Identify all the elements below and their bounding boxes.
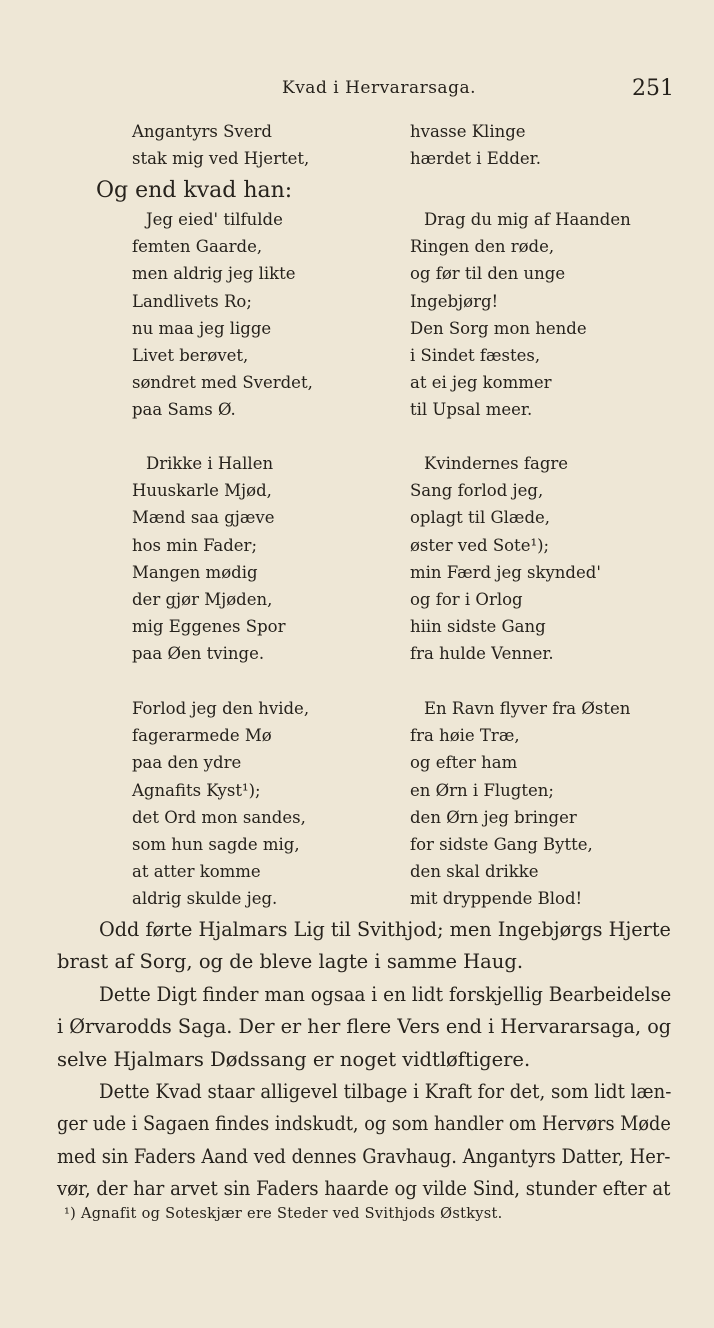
verse-line: men aldrig jeg likte xyxy=(132,264,296,284)
verse-line: søndret med Sverdet, xyxy=(132,373,313,393)
running-title: Kvad i Hervararsaga. xyxy=(282,78,476,98)
paragraph-1 xyxy=(57,914,671,979)
verse-line: mit dryppende Blod! xyxy=(410,889,583,909)
page-number: 251 xyxy=(632,76,674,101)
verse-line: aldrig skulde jeg. xyxy=(132,889,278,909)
prose-line: brast af Sorg, og de bleve lagte i samme Haug. xyxy=(57,950,524,974)
verse-line: for sidste Gang Bytte, xyxy=(410,834,593,854)
running-header xyxy=(0,76,714,102)
verse-line: der gjør Mjøden, xyxy=(132,589,273,609)
paragraph-2 xyxy=(57,979,671,1076)
verse-line: mig Eggenes Spor xyxy=(132,617,286,637)
prose-line: selve Hjalmars Dødssang er noget vidtløftigere. xyxy=(57,1047,531,1071)
verse-line: fagerarmede Mø xyxy=(132,726,272,746)
verse-line: Mænd saa gjæve xyxy=(132,508,275,528)
verse-line: Ingebjørg! xyxy=(410,291,499,311)
verse-line: Huuskarle Mjød, xyxy=(132,481,272,501)
verse-line: at ei jeg kommer xyxy=(410,373,552,393)
verse-line: Den Sorg mon hende xyxy=(410,318,587,338)
prose-line: Odd førte Hjalmars Lig til Svithjod; men Ingebjørgs Hjerte xyxy=(99,918,671,941)
verse-line: En Ravn flyver fra Østen xyxy=(424,699,631,718)
verse-block-4-right xyxy=(410,695,631,913)
verse-block-3-left xyxy=(132,450,286,668)
verse-block-1-right xyxy=(410,118,541,172)
verse-line: Forlod jeg den hvide, xyxy=(132,699,310,718)
verse-line: i Sindet fæstes, xyxy=(410,345,541,365)
verse-line: og før til den unge xyxy=(410,264,566,284)
verse-line: til Upsal meer. xyxy=(410,400,533,420)
verse-line: en Ørn i Flugten; xyxy=(410,780,554,800)
footnote-mark: ¹) xyxy=(64,1206,77,1222)
prose-line: Dette Digt finder man ogsaa i en lidt forskjellig Bearbeidelse xyxy=(99,983,672,1006)
verse-intro: Og end kvad han: xyxy=(96,178,293,203)
verse-block-4-left xyxy=(132,695,309,913)
verse-block-2-left xyxy=(132,206,313,424)
prose-line: med sin Faders Aand ved dennes Gravhaug. Angantyrs Datter, Her- xyxy=(57,1144,671,1168)
verse-line: paa Sams Ø. xyxy=(132,400,236,420)
verse-line: hiin sidste Gang xyxy=(410,617,546,637)
verse-line: hærdet i Edder. xyxy=(410,149,542,169)
verse-line: oplagt til Glæde, xyxy=(410,508,551,528)
verse-line: Mangen mødig xyxy=(132,562,258,582)
verse-line: nu maa jeg ligge xyxy=(132,318,272,338)
paragraph-3 xyxy=(57,1076,671,1206)
verse-line: stak mig ved Hjertet, xyxy=(132,149,310,169)
verse-line: Angantyrs Sverd xyxy=(132,122,272,141)
prose-line: i Ørvarodds Saga. Der er her flere Vers end i Hervararsaga, og xyxy=(57,1015,672,1039)
verse-line: den skal drikke xyxy=(410,862,539,882)
verse-line: Livet berøvet, xyxy=(132,345,249,365)
verse-line: Drikke i Hallen xyxy=(146,454,274,473)
verse-block-1-left xyxy=(132,118,309,172)
verse-line: fra høie Træ, xyxy=(410,726,520,746)
verse-line: paa Øen tvinge. xyxy=(132,644,265,664)
verse-line: det Ord mon sandes, xyxy=(132,807,306,827)
verse-block-2-right xyxy=(410,206,631,424)
verse-line: hos min Fader; xyxy=(132,535,258,555)
verse-line: Kvindernes fagre xyxy=(424,454,569,473)
verse-line: Agnafits Kyst¹); xyxy=(132,780,261,800)
verse-line: Landlivets Ro; xyxy=(132,291,252,311)
verse-line: paa den ydre xyxy=(132,753,242,773)
verse-line: at atter komme xyxy=(132,862,261,882)
verse-line: hvasse Klinge xyxy=(410,122,526,141)
verse-line: fra hulde Venner. xyxy=(410,644,554,664)
prose-line: Dette Kvad staar alligevel tilbage i Kraft for det, som lidt læn- xyxy=(99,1080,672,1103)
verse-line: som hun sagde mig, xyxy=(132,834,300,854)
prose-line: vør, der har arvet sin Faders haarde og vilde Sind, stunder efter at xyxy=(57,1177,671,1201)
verse-line: femten Gaarde, xyxy=(132,237,263,257)
verse-line: min Færd jeg skynded' xyxy=(410,562,601,582)
verse-line: og efter ham xyxy=(410,753,518,773)
verse-block-3-right xyxy=(410,450,601,668)
verse-line: Sang forlod jeg, xyxy=(410,481,544,501)
verse-line: øster ved Sote¹); xyxy=(410,535,550,555)
verse-line: Jeg eied' tilfulde xyxy=(146,210,283,229)
verse-line: og for i Orlog xyxy=(410,589,523,609)
verse-line: den Ørn jeg bringer xyxy=(410,807,577,827)
prose-line: ger ude i Sagaen findes indskudt, og som handler om Hervørs Møde xyxy=(57,1112,671,1136)
footnote xyxy=(64,1206,503,1222)
footnote-text: Agnafit og Soteskjær ere Steder ved Svithjods Østkyst. xyxy=(81,1206,503,1222)
verse-line: Drag du mig af Haanden xyxy=(424,210,631,229)
verse-line: Ringen den røde, xyxy=(410,237,555,257)
